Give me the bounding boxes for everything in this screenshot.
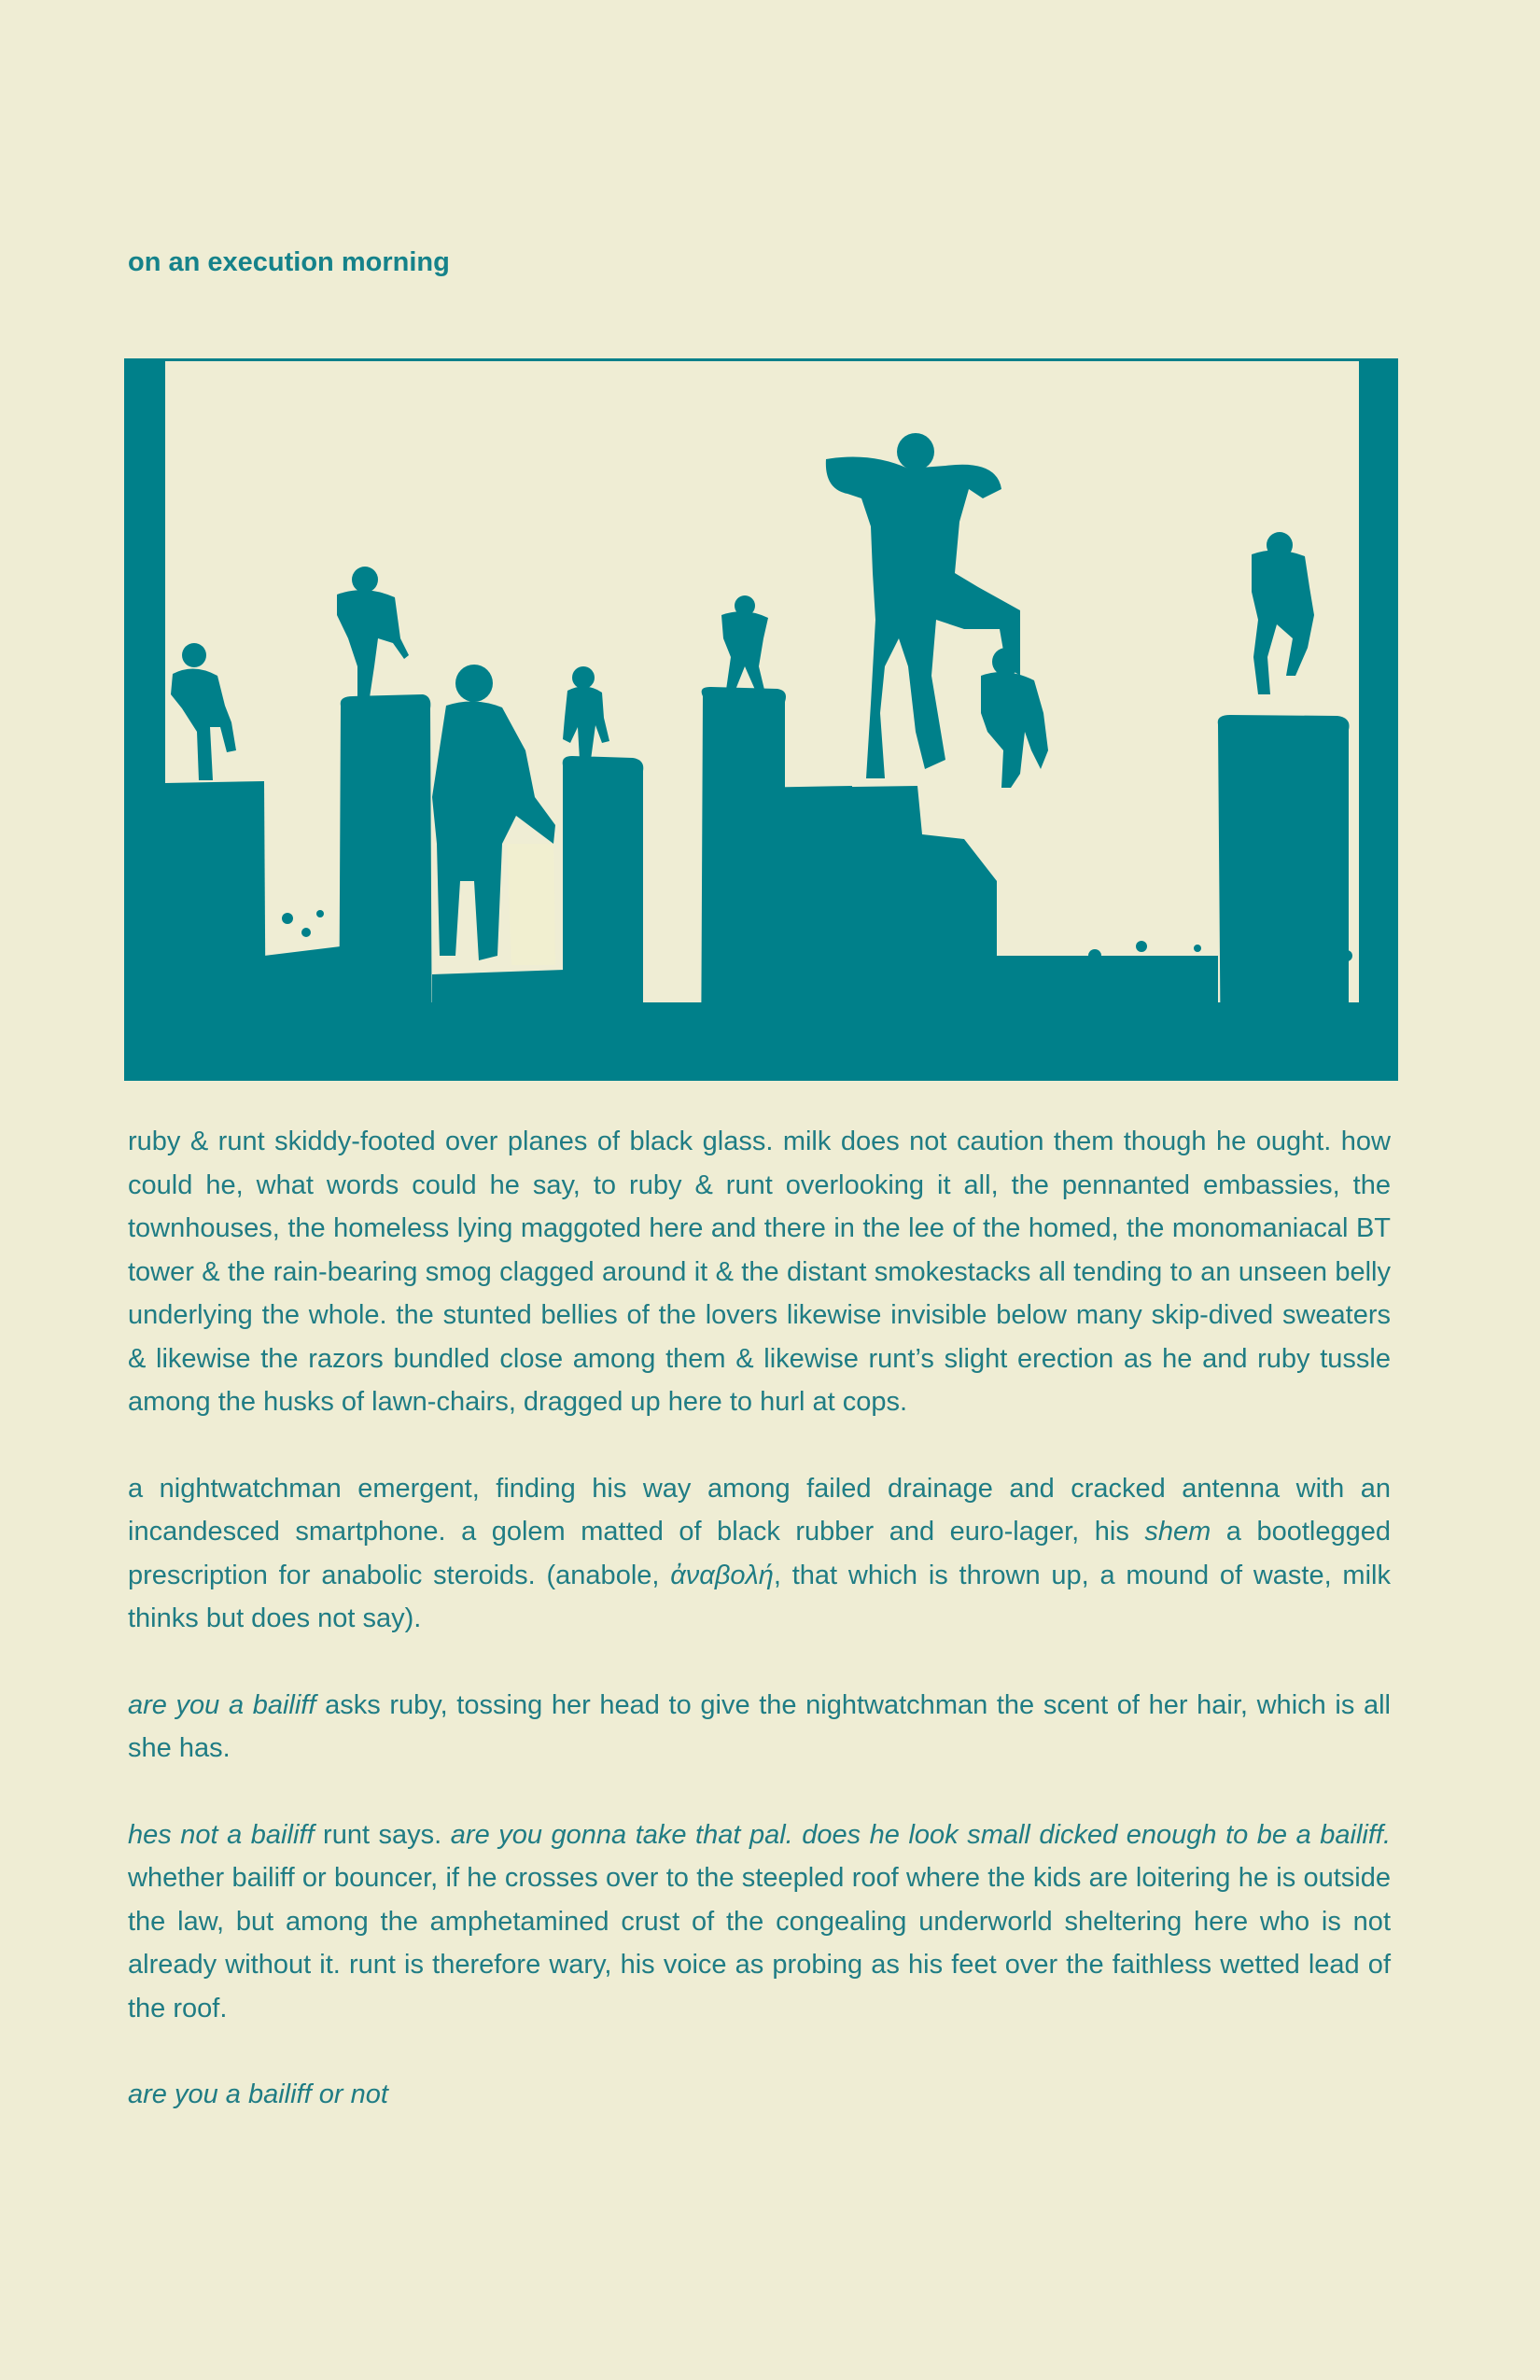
rooftop-silhouette-figures-illustration <box>124 358 1398 1081</box>
paragraph-text: asks ruby, tossing her head to give the nightwatchman the scent of her hair, which is all she has. <box>128 1689 1391 1763</box>
paragraph-text: , that which is thrown up, a mound of waste, milk thinks but does not say). <box>128 1560 1391 1633</box>
paragraph-text: a nightwatchman emergent, finding his way among failed drainage and cracked antenna with an incandesced smartphone. a golem matted of black rubber and euro-lager, his <box>128 1473 1391 1547</box>
paragraph <box>128 2073 1391 2117</box>
paragraph <box>128 1467 1391 1641</box>
paragraph-text: a bootlegged prescription for anabolic steroids. (anabole, <box>128 1517 1391 1590</box>
paragraph-italic: shem <box>1144 1517 1211 1547</box>
page-title: on an execution morning <box>128 247 450 277</box>
paragraph-italic: are you a bailiff <box>128 1689 316 1720</box>
paragraph-text: ruby & runt skiddy-footed over planes of black glass. milk does not caution them though he ought. how could he, what words could he say, to ruby & runt overlooking it all, the pennanted embassies, the townhouses, the homeless lying maggoted here and there in the lee of the homed, the monomaniacal BT tower & the rain-bearing smog clagged around it & the distant smokestacks all tending to an unseen belly underlying the whole. the stunted bellies of the lovers likewise invisible below many skip-dived sweaters & likewise the razors bundled close among them & likewise runt’s slight erection as he and ruby tussle among the husks of lawn-chairs, dragged up here to hurl at cops. <box>128 1127 1391 1417</box>
paragraph-italic: are you gonna take that pal. does he look small dicked enough to be a bailiff. <box>450 1819 1391 1850</box>
paragraph-italic: are you a bailiff or not <box>128 2079 388 2109</box>
body-text <box>128 1120 1391 2117</box>
paragraph-italic: hes not a bailiff <box>128 1819 315 1850</box>
paragraph <box>128 1120 1391 1424</box>
paragraph <box>128 1684 1391 1771</box>
paragraph <box>128 1813 1391 2031</box>
illustration-svg <box>124 358 1398 1081</box>
paragraph-italic: ἀναβολή <box>670 1560 774 1590</box>
paragraph-text: whether bailiff or bouncer, if he crosses over to the steepled roof where the kids are loitering he is outside the law, but among the amphetamined crust of the congealing underworld sheltering here who is not already without it. runt is therefore wary, his voice as probing as his feet over the faithless wetted lead of the roof. <box>128 1863 1391 2023</box>
paragraph-text: runt says. <box>314 1819 451 1850</box>
